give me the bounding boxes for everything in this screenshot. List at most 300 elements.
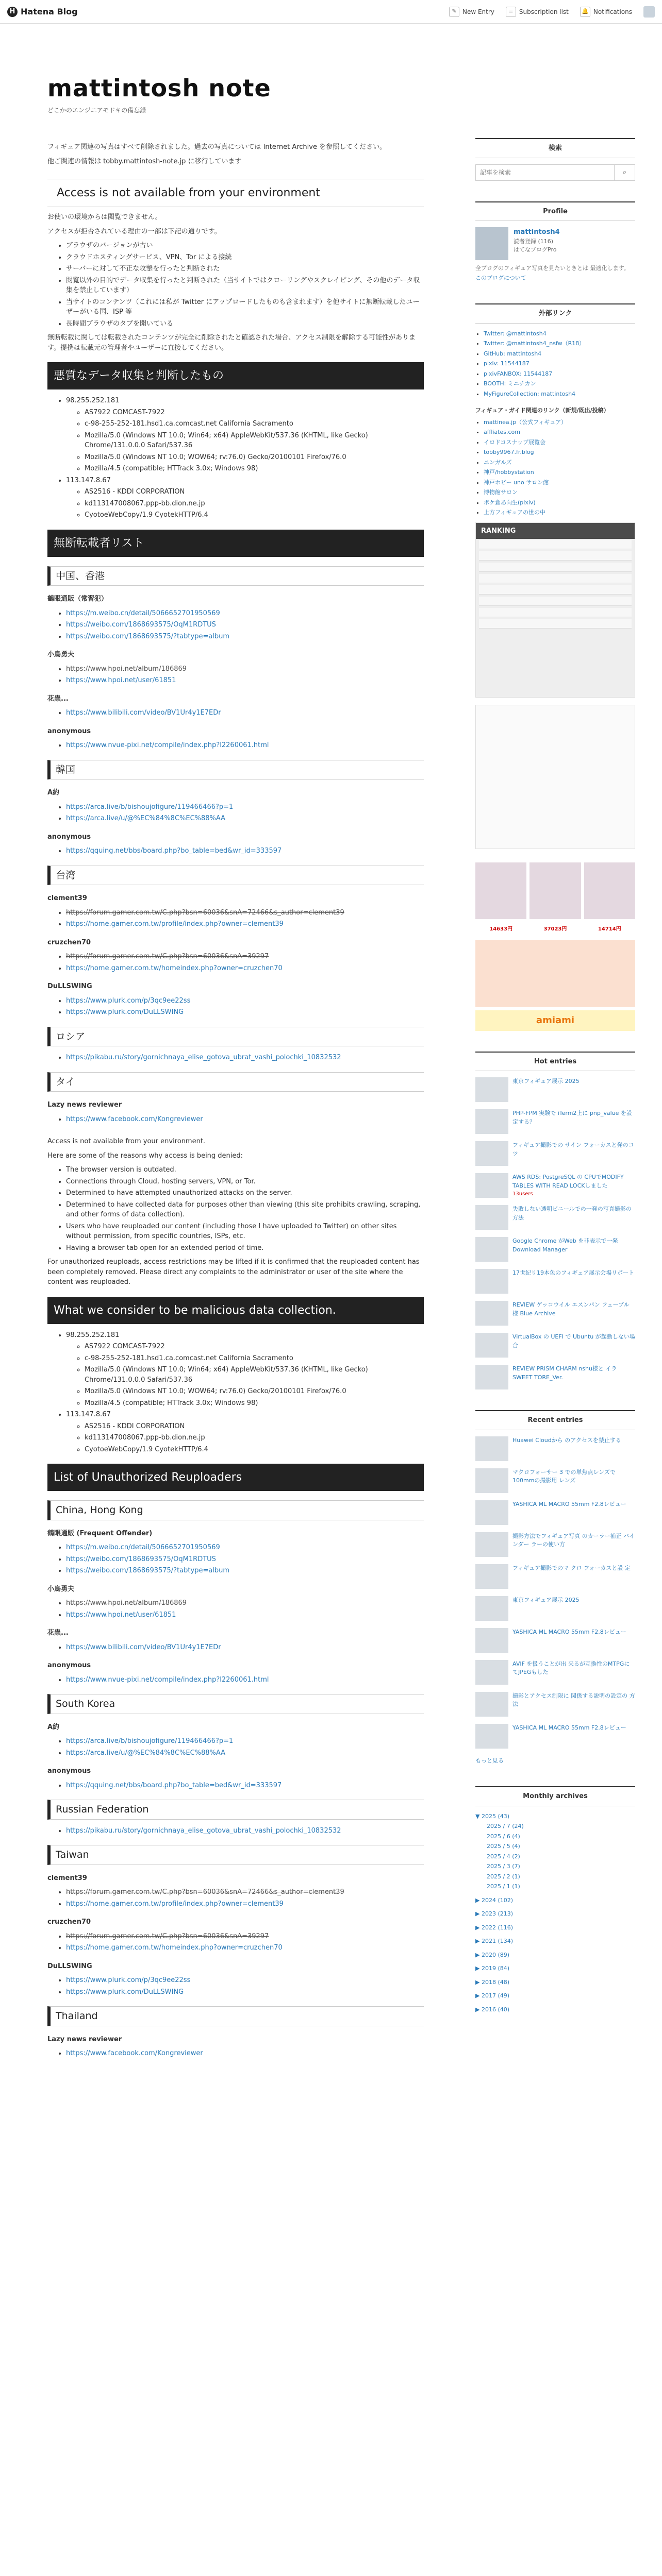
- archive-year[interactable]: ▶ 2016 (40): [475, 2006, 510, 2013]
- entry-title[interactable]: 撮影方法でフィギュア写真 のカーラー補正 バインダー ラーの使い方: [512, 1532, 635, 1548]
- list-item: [66, 963, 424, 974]
- hot-entry[interactable]: [475, 1237, 635, 1262]
- entry-thumbnail[interactable]: [475, 1564, 508, 1589]
- list-item: [66, 1330, 424, 1409]
- list-item: [66, 664, 424, 674]
- list-item[interactable]: [484, 468, 635, 477]
- list-item: [66, 1975, 424, 1986]
- external-links-module: [475, 303, 635, 1031]
- offender-link[interactable]: https://home.gamer.com.tw/profile/index.php?owner=clement39: [66, 1900, 284, 1908]
- list-item: ◦ CyotoeWebCopy/1.9 CyotekHTTP/6.4: [85, 510, 424, 520]
- entry-title[interactable]: VirtualBox の UEFI で Ubuntu が起動しない場合: [512, 1333, 635, 1349]
- list-item: [66, 1675, 424, 1685]
- jp-korea-heading: [47, 760, 424, 780]
- list-item: ◦ c-98-255-252-181.hsd1.ca.comcast.net California Sacramento: [85, 419, 424, 429]
- figure-ad-image[interactable]: [475, 862, 526, 919]
- pixiv-widget[interactable]: [475, 705, 635, 849]
- archive-title: Monthly archives: [475, 1786, 635, 1806]
- ranking-row[interactable]: [479, 574, 632, 583]
- entry-title[interactable]: 東京フィギュア展示 2025: [512, 1596, 580, 1603]
- offender-link[interactable]: https://www.bilibili.com/video/BV1Ur4y1E7EDr: [66, 709, 221, 717]
- hot-entry[interactable]: [475, 1109, 635, 1134]
- list-item: • The browser version is outdated.: [66, 1165, 424, 1175]
- jp-unauth-heading: 無断転載者リスト: [54, 536, 144, 550]
- archive-month[interactable]: 2025 / 3 (7): [487, 1863, 520, 1870]
- archive-month[interactable]: 2025 / 1 (1): [487, 1883, 520, 1890]
- ip-address: 98.255.252.181: [66, 1331, 120, 1339]
- list-item[interactable]: [484, 390, 635, 399]
- offender-link[interactable]: https://www.plurk.com/p/3qc9ee22ss: [66, 1976, 191, 1984]
- jp-malicious-list: [66, 396, 424, 520]
- list-item[interactable]: [484, 479, 635, 487]
- en-russia-heading: [47, 1800, 424, 1820]
- list-item: [66, 2048, 424, 2059]
- entry-title[interactable]: 撮影とアクセス制限に 関係する説明の設定の 方法: [512, 1692, 635, 1707]
- recent-entry[interactable]: [475, 1596, 635, 1621]
- profile-module: [475, 201, 635, 283]
- en-unauth-heading: List of Unauthorized Reuploaders: [54, 1471, 242, 1484]
- en-p1: Access is not available from your environment.: [47, 1138, 206, 1145]
- bell-icon: 🔔: [580, 7, 590, 17]
- entry-title[interactable]: YASHICA ML MACRO 55mm F2.8レビュー: [512, 1724, 626, 1731]
- offender-link[interactable]: https://arca.live/u/@%EC%84%8C%EC%88%AA: [66, 815, 226, 822]
- ranking-row[interactable]: [479, 608, 632, 617]
- profile-description: 全ブログのフィギュア写真を見たいときとは 最適化します。: [475, 265, 630, 272]
- list-item[interactable]: [484, 350, 635, 359]
- offender-link[interactable]: https://arca.live/u/@%EC%84%8C%EC%88%AA: [66, 1749, 226, 1757]
- archive-year[interactable]: ▶ 2020 (89): [475, 1951, 510, 1958]
- recent-entry[interactable]: [475, 1468, 635, 1493]
- list-item: [66, 1007, 424, 1018]
- list-item: [66, 952, 424, 962]
- notifications-button[interactable]: [580, 7, 632, 17]
- entry-thumbnail[interactable]: [475, 1468, 508, 1493]
- offender-link-removed[interactable]: https://forum.gamer.com.tw/C.php?bsn=60036&snA=39297: [66, 953, 269, 960]
- list-item: [66, 814, 424, 824]
- list-item: [66, 1598, 424, 1608]
- list-item: • Having a browser tab open for an extended period of time.: [66, 1243, 424, 1253]
- list-item: [66, 675, 424, 686]
- search-icon[interactable]: ⌕: [614, 165, 635, 180]
- offender-link[interactable]: https://www.facebook.com/Kongreviewer: [66, 2049, 203, 2057]
- archive-year[interactable]: ▶ 2024 (102): [475, 1896, 514, 1904]
- jp-reasons-list: [66, 241, 424, 329]
- list-item[interactable]: [484, 370, 635, 379]
- archive-month[interactable]: 2025 / 4 (2): [487, 1853, 520, 1860]
- new-entry-button[interactable]: [449, 7, 494, 17]
- entry-title[interactable]: 17世紀リ19本色のフィギュア展示会場リポート: [512, 1269, 635, 1276]
- archive-year[interactable]: ▶ 2021 (134): [475, 1938, 514, 1944]
- hot-entry[interactable]: [475, 1173, 635, 1198]
- entry-title[interactable]: マクロフォーサー 3 での単焦点レンズで 100mmの撮影用 レンズ: [512, 1468, 616, 1484]
- ranking-row[interactable]: [479, 551, 632, 561]
- offender-label: 小鳥勇夫: [47, 651, 75, 658]
- offender-link[interactable]: https://qquing.net/bbs/board.php?bo_table=bed&wr_id=333597: [66, 1781, 282, 1789]
- list-item: [66, 632, 424, 642]
- recent-entry[interactable]: [475, 1564, 635, 1589]
- offender-link-removed[interactable]: https://forum.gamer.com.tw/C.php?bsn=60036&snA=39297: [66, 1932, 269, 1940]
- entry-title[interactable]: Huawei Cloudから のアクセスを禁止する: [512, 1436, 621, 1444]
- list-item[interactable]: [484, 418, 635, 427]
- jp-malicious-heading: 悪質なデータ収集と判断したもの: [54, 369, 224, 382]
- external-link[interactable]: Twitter: @mattintosh4: [484, 330, 547, 337]
- archive-year[interactable]: ▼ 2025 (43): [475, 1812, 510, 1820]
- list-item: [66, 846, 424, 856]
- recent-entry[interactable]: [475, 1660, 635, 1685]
- external-link[interactable]: MyFigureCollection: mattintosh4: [484, 390, 576, 397]
- offender-link[interactable]: https://weibo.com/1868693575/?tabtype=album: [66, 632, 230, 640]
- list-item: • Connections through Cloud, hosting servers, VPN, or Tor.: [66, 1177, 424, 1187]
- list-item: • Users who have reuploaded our content (including those I have uploaded to Twitter) on other sites without permission, from specific countries, ISPs, etc.: [66, 1222, 424, 1242]
- entry-title[interactable]: 東京フィギュア展示 2025: [512, 1078, 580, 1084]
- offender-link[interactable]: https://www.plurk.com/DuLLSWING: [66, 1008, 184, 1016]
- offender-link[interactable]: https://www.facebook.com/Kongreviewer: [66, 1115, 203, 1123]
- list-item: [66, 1748, 424, 1758]
- hot-entry[interactable]: [475, 1365, 635, 1389]
- entry-thumbnail[interactable]: [475, 1077, 508, 1102]
- external-link[interactable]: pixiv: 11544187: [484, 360, 529, 367]
- profile-about-link[interactable]: このブログについて: [475, 274, 526, 281]
- offender-label: anonymous: [47, 833, 91, 841]
- bookmark-count[interactable]: 13users: [512, 1191, 533, 1197]
- entry-thumbnail[interactable]: [475, 1500, 508, 1525]
- blog-header: [0, 24, 662, 138]
- hot-entry[interactable]: [475, 1333, 635, 1358]
- list-item: • クラウドホスティングサービス、VPN、Tor による接続: [66, 252, 424, 263]
- list-item: [66, 1943, 424, 1953]
- offender-link[interactable]: https://arca.live/b/bishoujofigure/119466466?p=1: [66, 803, 234, 811]
- offender-link[interactable]: https://www.hpoi.net/user/61851: [66, 676, 176, 684]
- figure-link[interactable]: mattinea.jp（公式フィギュア）: [484, 418, 567, 426]
- heading-text: Russian Federation: [56, 1804, 149, 1815]
- list-item[interactable]: [484, 499, 635, 507]
- list-item: [66, 1554, 424, 1565]
- heading-text: South Korea: [56, 1698, 115, 1709]
- hot-entry[interactable]: [475, 1205, 635, 1230]
- figure-ad-image[interactable]: [584, 862, 635, 919]
- recent-more-link[interactable]: もっと見る: [475, 1757, 504, 1764]
- offender-link[interactable]: https://m.weibo.cn/detail/5066652701950569: [66, 609, 220, 617]
- recent-entry[interactable]: [475, 1532, 635, 1557]
- entry-thumbnail[interactable]: [475, 1596, 508, 1621]
- ranking-label: RANKING: [476, 523, 635, 539]
- list-item[interactable]: [484, 360, 635, 368]
- list-item: • サーバーに対して不正な攻撃を行ったと判断された: [66, 264, 424, 274]
- recent-entry[interactable]: [475, 1436, 635, 1461]
- offender-link-removed[interactable]: https://www.hpoi.net/album/186869: [66, 1599, 187, 1607]
- entry-title[interactable]: 失敗しない透明ビニールでの一発の写真撮影の方法: [512, 1206, 632, 1221]
- entry-thumbnail[interactable]: [475, 1365, 508, 1389]
- list-item: [66, 1610, 424, 1620]
- en-malicious-heading: What we consider to be malicious data collection.: [54, 1303, 336, 1317]
- offender-link[interactable]: https://www.plurk.com/DuLLSWING: [66, 1988, 184, 1996]
- list-item: [66, 708, 424, 718]
- entry-title[interactable]: フィギュア撮影でのマ クロ フォーカスと設 定: [512, 1564, 631, 1571]
- offender-label: 小鳥勇夫: [47, 1585, 75, 1593]
- list-item[interactable]: [484, 509, 635, 517]
- hot-entry[interactable]: [475, 1077, 635, 1102]
- offender-label: A約: [47, 789, 60, 796]
- hot-entry[interactable]: [475, 1141, 635, 1166]
- jp-malicious-heading-bar: [47, 362, 424, 389]
- figure-link[interactable]: 神戸/hobbystation: [484, 469, 534, 476]
- entry-title[interactable]: REVIEW ゲッコウイル エスンパン フェーブル 様 Blue Archive: [512, 1301, 630, 1317]
- offender-label: Lazy news reviewer: [47, 1101, 122, 1109]
- search-title: 検索: [475, 138, 635, 158]
- archive-year[interactable]: ▶ 2019 (84): [475, 1965, 510, 1972]
- en-china-heading: [47, 1500, 424, 1520]
- jp-unauth-heading-bar: [47, 530, 424, 557]
- entry-thumbnail[interactable]: [475, 1269, 508, 1294]
- en-reasons-list: [66, 1165, 424, 1253]
- offender-link[interactable]: https://home.gamer.com.tw/profile/index.php?owner=clement39: [66, 920, 284, 928]
- ranking-row[interactable]: [479, 540, 632, 549]
- list-item: • Determined to have collected data for purposes other than viewing (this site prohibits crawling, scraping, and other forms of data collection).: [66, 1200, 424, 1220]
- recent-entries-title: Recent entries: [475, 1410, 635, 1430]
- entry-thumbnail[interactable]: [475, 1173, 508, 1198]
- pencil-icon: ✎: [449, 7, 459, 17]
- offender-link[interactable]: https://arca.live/b/bishoujofigure/119466466?p=1: [66, 1737, 234, 1745]
- offender-link[interactable]: https://pikabu.ru/story/gornichnaya_elise_gotova_ubrat_vashi_polochki_10832532: [66, 1826, 341, 1835]
- offender-link[interactable]: https://weibo.com/1868693575/OqM1RDTUS: [66, 621, 216, 629]
- list-item: [66, 620, 424, 630]
- jp-p3: 無断転載に関しては転載されたコンテンツが完全に削除されたと確認された場合、アクセス制限を解除する可能性があります。提携は転載元の管理者やユーザーに直接してください。: [47, 334, 416, 352]
- figure-link[interactable]: ニンガルズ: [484, 459, 512, 466]
- archive-month[interactable]: 2025 / 7 (24): [487, 1823, 524, 1829]
- offender-link-removed[interactable]: https://forum.gamer.com.tw/C.php?bsn=60036&snA=72466&s_author=clement39: [66, 908, 344, 917]
- notifications-label: Notifications: [593, 8, 632, 15]
- list-item[interactable]: [484, 438, 635, 447]
- entry-thumbnail[interactable]: [475, 1692, 508, 1717]
- en-malicious-heading-bar: [47, 1297, 424, 1324]
- entry-thumbnail[interactable]: [475, 1237, 508, 1262]
- figure-link[interactable]: 神戸ホビー uno サロン館: [484, 479, 549, 486]
- ad-banner[interactable]: [475, 940, 635, 1007]
- blog-description: どこかのエンジニアモドキの備忘録: [47, 106, 146, 114]
- list-item: ◦ AS7922 COMCAST-7922: [85, 408, 424, 418]
- list-item: ◦ kd113147008067.ppp-bb.dion.ne.jp: [85, 1433, 424, 1443]
- list-item[interactable]: [484, 340, 635, 348]
- blog-ranking-widget[interactable]: [475, 522, 635, 698]
- offender-link-removed[interactable]: https://forum.gamer.com.tw/C.php?bsn=60036&snA=72466&s_author=clement39: [66, 1888, 344, 1896]
- list-item: [66, 1543, 424, 1553]
- ip-address: 98.255.252.181: [66, 397, 120, 404]
- offender-label: 花蟲...: [47, 1629, 69, 1637]
- offender-label: anonymous: [47, 1662, 91, 1669]
- search-module: [475, 138, 635, 181]
- profile-name[interactable]: mattintosh4: [514, 228, 560, 236]
- figure-link[interactable]: イロドコスナップ展覧会: [484, 438, 546, 446]
- subscription-list-button[interactable]: [506, 7, 569, 17]
- profile-title: Profile: [475, 201, 635, 222]
- offender-link-removed[interactable]: https://www.hpoi.net/album/186869: [66, 665, 187, 673]
- search-input[interactable]: [476, 165, 614, 180]
- entry-thumbnail[interactable]: [475, 1205, 508, 1230]
- heading-text: ロシア: [56, 1030, 86, 1042]
- heading-text: 台湾: [56, 869, 76, 881]
- entry-thumbnail[interactable]: [475, 1660, 508, 1685]
- list-item: [66, 1931, 424, 1942]
- price-label: 14633円: [489, 926, 513, 932]
- intro-line-2: 他ご関連の情報は tobby.mattintosh-note.jp に移行しています: [47, 157, 242, 165]
- offender-label: DuLLSWING: [47, 982, 92, 990]
- heading-text: 中国、香港: [56, 570, 105, 582]
- user-avatar[interactable]: [643, 6, 655, 18]
- list-item: ◦ Mozilla/5.0 (Windows NT 10.0; WOW64; rv:76.0) Gecko/20100101 Firefox/76.0: [85, 1386, 424, 1397]
- recent-entry[interactable]: [475, 1692, 635, 1717]
- archive-year[interactable]: ▶ 2023 (213): [475, 1910, 514, 1917]
- archive-year[interactable]: ▶ 2022 (116): [475, 1924, 514, 1931]
- offender-link[interactable]: https://qquing.net/bbs/board.php?bo_table=bed&wr_id=333597: [66, 847, 282, 855]
- list-item: ◦ c-98-255-252-181.hsd1.ca.comcast.net California Sacramento: [85, 1353, 424, 1364]
- blog-title[interactable]: mattintosh note: [47, 74, 271, 102]
- ranking-row[interactable]: [479, 563, 632, 572]
- offender-link[interactable]: https://home.gamer.com.tw/homeindex.php?owner=cruzchen70: [66, 964, 283, 972]
- list-item: • ブラウザのバージョンが古い: [66, 241, 424, 251]
- list-item: [66, 740, 424, 751]
- offender-link[interactable]: https://www.nvue-pixi.net/compile/index.php?l2260061.html: [66, 1675, 269, 1684]
- profile-avatar[interactable]: [475, 227, 508, 260]
- entry-title[interactable]: REVIEW PRISM CHARM nshu様と イラ SWEET TORE_Ver.: [512, 1365, 617, 1381]
- archive-month[interactable]: 2025 / 6 (4): [487, 1833, 520, 1840]
- heading-text: Taiwan: [56, 1849, 89, 1860]
- jp-taiwan-heading: [47, 866, 424, 886]
- offender-link[interactable]: https://www.hpoi.net/user/61851: [66, 1611, 176, 1619]
- external-link[interactable]: pixivFANBOX: 11544187: [484, 370, 553, 377]
- offender-link[interactable]: https://www.plurk.com/p/3qc9ee22ss: [66, 996, 191, 1005]
- jp-access-heading: Access is not available from your environment: [57, 187, 320, 199]
- list-item: [66, 996, 424, 1006]
- profile-readers: 読者登録 (116): [514, 238, 554, 245]
- entry-thumbnail[interactable]: [475, 1333, 508, 1358]
- hatena-blog-logo[interactable]: [7, 6, 78, 18]
- hot-entry[interactable]: [475, 1269, 635, 1294]
- recent-entry[interactable]: [475, 1724, 635, 1749]
- entry-title[interactable]: AVIF を扱うことが出 来るが互換性のMTPGに てJPEGもした: [512, 1660, 630, 1675]
- list-item[interactable]: [484, 330, 635, 338]
- list-item: • 当サイトのコンテンツ（これには私が Twitter にアップロードしたものも含まれます）を他サイトに無断転載したユーザーがいる国、ISP 等: [66, 297, 424, 317]
- figure-link[interactable]: tobby9967.fr.blog: [484, 449, 534, 455]
- list-item[interactable]: [484, 488, 635, 497]
- amiami-banner[interactable]: amiami: [475, 1010, 635, 1031]
- list-item: [66, 1410, 424, 1454]
- offender-link[interactable]: https://pikabu.ru/story/gornichnaya_elise_gotova_ubrat_vashi_polochki_10832532: [66, 1054, 341, 1061]
- list-item: • 長時間ブラウザのタブを開いている: [66, 319, 424, 329]
- list-item: ◦ Mozilla/5.0 (Windows NT 10.0; WOW64; rv:76.0) Gecko/20100101 Firefox/76.0: [85, 452, 424, 463]
- list-item: ◦ Mozilla/4.5 (compatible; HTTrack 3.0x; Windows 98): [85, 464, 424, 474]
- offender-link[interactable]: https://weibo.com/1868693575/?tabtype=album: [66, 1567, 230, 1574]
- list-item: [66, 908, 424, 918]
- entry-title[interactable]: AWS RDS: PostgreSQL の CPUでMODIFY TABLES WITH READ LOCKしました: [512, 1174, 624, 1189]
- en-taiwan-heading: [47, 1845, 424, 1865]
- offender-label: A約: [47, 1723, 60, 1731]
- list-item: [66, 396, 424, 474]
- entry-title[interactable]: YASHICA ML MACRO 55mm F2.8レビュー: [512, 1628, 626, 1635]
- list-item: [66, 1826, 424, 1836]
- archive-year[interactable]: ▶ 2017 (49): [475, 1992, 510, 1999]
- list-item: • Determined to have attempted unauthorized attacks on the server.: [66, 1188, 424, 1198]
- external-link[interactable]: GitHub: mattintosh4: [484, 350, 542, 357]
- list-item: ◦ CyotoeWebCopy/1.9 CyotekHTTP/6.4: [85, 1445, 424, 1455]
- entry-thumbnail[interactable]: [475, 1109, 508, 1134]
- figure-ad-image[interactable]: [529, 862, 581, 919]
- entry-title[interactable]: PHP-FPM 実験で iTerm2上に pnp_value を設定する？: [512, 1110, 632, 1125]
- en-p2: Here are some of the reasons why access is being denied:: [47, 1151, 243, 1160]
- list-item: ◦ Mozilla/4.5 (compatible; HTTrack 3.0x; Windows 98): [85, 1398, 424, 1409]
- offender-link[interactable]: https://m.weibo.cn/detail/5066652701950569: [66, 1544, 220, 1551]
- entry-title[interactable]: フィギュア撮影での サイン フォーカスと発のコツ: [512, 1142, 634, 1157]
- sidebar: [475, 138, 635, 2063]
- offender-link[interactable]: https://www.bilibili.com/video/BV1Ur4y1E7EDr: [66, 1643, 221, 1651]
- external-link[interactable]: BOOTH: ミニチカン: [484, 380, 536, 387]
- jp-p1: お使いの環境からは閲覧できません。: [47, 213, 162, 221]
- archive-year[interactable]: ▶ 2018 (48): [475, 1978, 510, 1986]
- entry-thumbnail[interactable]: [475, 1532, 508, 1557]
- archive-month[interactable]: 2025 / 5 (4): [487, 1843, 520, 1850]
- offender-link[interactable]: https://weibo.com/1868693575/OqM1RDTUS: [66, 1555, 216, 1563]
- list-item[interactable]: [484, 448, 635, 457]
- heading-text: タイ: [56, 1076, 75, 1088]
- archive-month[interactable]: 2025 / 2 (1): [487, 1873, 520, 1880]
- ranking-row[interactable]: [479, 585, 632, 595]
- hot-entries-title: Hot entries: [475, 1052, 635, 1072]
- entry-thumbnail[interactable]: [475, 1628, 508, 1653]
- entry-thumbnail[interactable]: [475, 1141, 508, 1166]
- recent-entry[interactable]: [475, 1628, 635, 1653]
- entry-thumbnail[interactable]: [475, 1301, 508, 1326]
- list-item: • 閲覧以外の目的でデータ収集を行ったと判断された（当サイトではクローリングやスクレイピング、その他のデータ収集を禁止しています）: [66, 276, 424, 296]
- recent-entry[interactable]: [475, 1500, 635, 1525]
- entry-title[interactable]: YASHICA ML MACRO 55mm F2.8レビュー: [512, 1500, 626, 1507]
- external-link[interactable]: Twitter: @mattintosh4_nsfw（R18）: [484, 340, 585, 347]
- list-item[interactable]: [484, 428, 635, 437]
- offender-link[interactable]: https://home.gamer.com.tw/homeindex.php?owner=cruzchen70: [66, 1944, 283, 1952]
- ranking-row[interactable]: [479, 597, 632, 606]
- ip-address: 113.147.8.67: [66, 476, 111, 484]
- offender-label: 花蟲...: [47, 694, 69, 703]
- archive-module: [475, 1786, 635, 2014]
- en-thai-heading: [47, 2006, 424, 2026]
- figure-link[interactable]: affliates.com: [484, 429, 520, 435]
- offender-label: cruzchen70: [47, 1918, 91, 1926]
- figure-link[interactable]: 博物館サロン: [484, 489, 518, 496]
- list-item: ◦ Mozilla/5.0 (Windows NT 10.0; Win64; x64) AppleWebKit/537.36 (KHTML, like Gecko) Chrome/131.0.0.0 Safari/537.36: [85, 431, 424, 451]
- external-links-title: 外部リンク: [475, 303, 635, 324]
- list-item[interactable]: [484, 380, 635, 388]
- entry-title[interactable]: Google Chrome がWeb を非表示で一発 Download Manager: [512, 1238, 618, 1253]
- top-bar: [0, 0, 662, 24]
- list-item: [66, 1781, 424, 1791]
- entry-thumbnail[interactable]: [475, 1724, 508, 1749]
- offender-label: anonymous: [47, 1767, 91, 1775]
- figure-links-title: フィギュア・ガイド関連のリンク（新規/既出/投稿）: [475, 407, 609, 414]
- list-item: [66, 802, 424, 812]
- figure-link[interactable]: ポケ倉あ向生(pixiv): [484, 499, 536, 506]
- offender-label: anonymous: [47, 727, 91, 735]
- heading-text: Thailand: [56, 2010, 98, 2022]
- list-item: [66, 1887, 424, 1897]
- offender-link[interactable]: https://www.nvue-pixi.net/compile/index.php?l2260061.html: [66, 741, 269, 749]
- figure-link[interactable]: 上方フィギュアの世の中: [484, 509, 546, 516]
- ranking-row[interactable]: [479, 619, 632, 629]
- figure-ad-row: [475, 862, 635, 919]
- hot-entry[interactable]: [475, 1301, 635, 1326]
- en-p3: For unauthorized reuploads, access restrictions may be lifted if it is confirmed that the reuploaded content has been completely removed. Please direct any complaints to the administrator or user of the site where the content was reuploaded.: [47, 1258, 420, 1286]
- entry-thumbnail[interactable]: [475, 1436, 508, 1461]
- list-item[interactable]: [484, 459, 635, 467]
- en-korea-heading: [47, 1694, 424, 1714]
- list-item: ◦ kd113147008067.ppp-bb.dion.ne.jp: [85, 499, 424, 509]
